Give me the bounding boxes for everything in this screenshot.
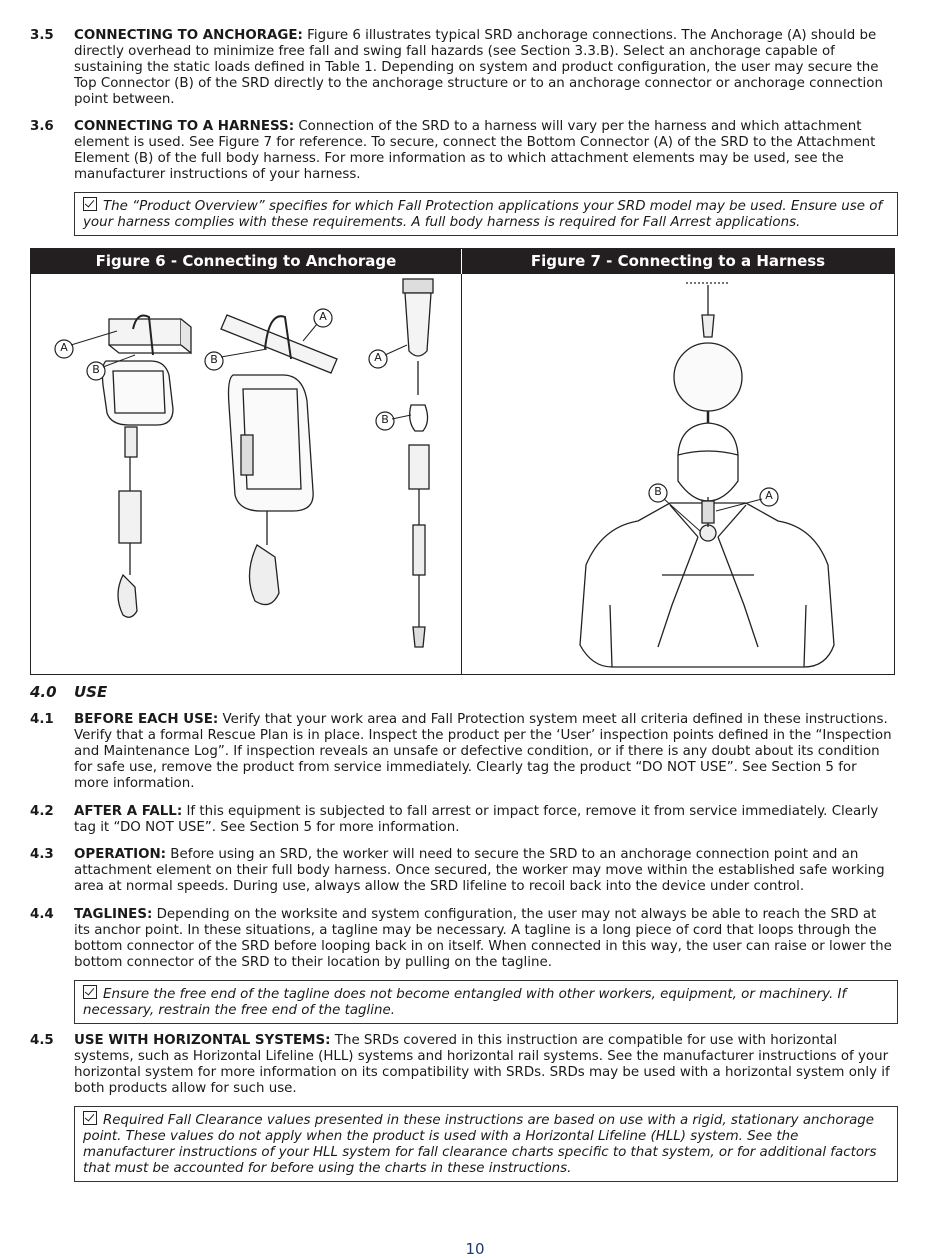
section-heading: OPERATION: <box>74 847 167 862</box>
section-text: Before using an SRD, the worker will need to secure the SRD to an anchorage connection point and an attachment element on their full body harness. Once secured, the worker may move within the established safe working area at normal speeds. During use, always allow the SRD lifeline to recoil back into the device under control. <box>74 847 885 894</box>
section-heading: AFTER A FALL: <box>74 804 183 819</box>
section-3-6 <box>30 119 895 183</box>
section-body <box>74 907 895 971</box>
section-heading: BEFORE EACH USE: <box>74 712 219 727</box>
section-4-5 <box>30 1033 895 1097</box>
section-4-4 <box>30 907 895 971</box>
section-text: The SRDs covered in this instruction are compatible for use with horizontal systems, such as Horizontal Lifeline (HLL) systems and horizontal rail systems. See the manufacturer instructions of your horizontal system for more information on its compatibility with SRDs. SRDs may be used with a horizontal system only if both products allow for such use. <box>74 1033 890 1096</box>
section-body <box>74 712 895 792</box>
figure-6-title: Figure 6 - Connecting to Anchorage <box>31 249 461 274</box>
section-text: Connection of the SRD to a harness will vary per the harness and which attachment element is used. See Figure 7 for reference. To secure, connect the Bottom Connector (A) of the SRD to the Attachment Element (B) of the full body harness. For more information as to which attachment elements may be used, see the manufacturer instructions of your harness. <box>74 119 876 182</box>
section-text: Depending on the worksite and system configuration, the user may not always be able to reach the SRD at its anchor point. In these situations, a tagline may be necessary. A tagline is a long piece of cord that loops through the bottom connector of the SRD before looping back in on itself. When connected in this way, the user can raise or lower the bottom connector of the SRD to their location by pulling on the tagline. <box>74 907 892 970</box>
section-3-5 <box>30 28 895 108</box>
section-number: 4.3 <box>30 847 54 862</box>
section-text: If this equipment is subjected to fall arrest or impact force, remove it from service immediately. Clearly tag it “DO NOT USE”. See Section 5 for more information. <box>74 804 879 835</box>
section-heading: CONNECTING TO A HARNESS: <box>74 119 295 134</box>
checkbox-icon <box>83 985 97 999</box>
section-number: 4.5 <box>30 1033 54 1048</box>
section-body <box>74 119 895 183</box>
section-body <box>74 1033 895 1097</box>
callout-a-1: A <box>60 341 68 354</box>
note-box-tagline <box>74 980 898 1024</box>
callout-b-1: B <box>92 363 100 376</box>
section-number: 4.1 <box>30 712 54 727</box>
section-heading: TAGLINES: <box>74 907 153 922</box>
section-number: 4.0 <box>30 683 57 701</box>
callout-a-3: A <box>374 351 382 364</box>
section-4-heading <box>30 683 108 701</box>
callout-a-2: A <box>319 310 327 323</box>
figure-6-illustration <box>31 275 461 673</box>
note-text: The “Product Overview” specifies for which Fall Protection applications your SRD model may be used. Ensure use of your harness complies with these requirements. A full body harness is required for Fall Arrest applications. <box>83 199 883 230</box>
callout-a-harness: A <box>765 489 773 502</box>
callout-b-harness: B <box>654 485 662 498</box>
section-number: 3.6 <box>30 119 54 134</box>
checkbox-icon <box>83 1111 97 1125</box>
callout-b-3: B <box>381 413 389 426</box>
callout-b-2: B <box>210 353 218 366</box>
section-number: 4.2 <box>30 804 54 819</box>
section-number: 4.4 <box>30 907 54 922</box>
note-box-fall-clearance <box>74 1106 898 1182</box>
section-number: 3.5 <box>30 28 54 43</box>
section-4-2 <box>30 804 895 836</box>
section-text: Figure 6 illustrates typical SRD anchorage connections. The Anchorage (A) should be directly overhead to minimize free fall and swing fall hazards (see Section 3.3.B). Select an anchorage capable of sustaining the static loads defined in Table 1. Depending on system and product configuration, the user may secure the Top Connector (B) of the SRD directly to the anchorage structure or to an anchorage connector or anchorage connection point between. <box>74 28 883 107</box>
note-text: Ensure the free end of the tagline does not become entangled with other workers, equipment, or machinery. If necessary, restrain the free end of the tagline. <box>83 987 847 1018</box>
section-body <box>74 847 895 895</box>
figure-panel <box>30 248 895 675</box>
section-text: Verify that your work area and Fall Protection system meet all criteria defined in these instructions. Verify that a formal Rescue Plan is in place. Inspect the product per the ‘User’ inspection points defined in the “Inspection and Maintenance Log”. If inspection reveals an unsafe or defective condition, or if there is any doubt about its condition for safe use, remove the product from service immediately. Clearly tag the product “DO NOT USE”. See Section 5 for more information. <box>74 712 892 791</box>
figure-7-illustration <box>462 275 894 673</box>
section-body <box>74 28 895 108</box>
note-text: Required Fall Clearance values presented in these instructions are based on use with a rigid, stationary anchorage point. These values do not apply when the product is used with a Horizontal Lifeline (HLL) system. See the manufacturer instructions of your HLL system for fall clearance charts specific to that system, or for additional factors that must be accounted for before using the charts in these instructions. <box>83 1113 877 1176</box>
checkbox-icon <box>83 197 97 211</box>
section-heading: USE WITH HORIZONTAL SYSTEMS: <box>74 1033 331 1048</box>
section-title: USE <box>74 683 108 701</box>
section-body <box>74 804 895 836</box>
note-box-product-overview <box>74 192 898 236</box>
figure-7-title: Figure 7 - Connecting to a Harness <box>462 249 894 274</box>
section-heading: CONNECTING TO ANCHORAGE: <box>74 28 303 43</box>
page-number: 10 <box>465 1240 485 1258</box>
section-4-1 <box>30 712 895 792</box>
section-4-3 <box>30 847 895 895</box>
